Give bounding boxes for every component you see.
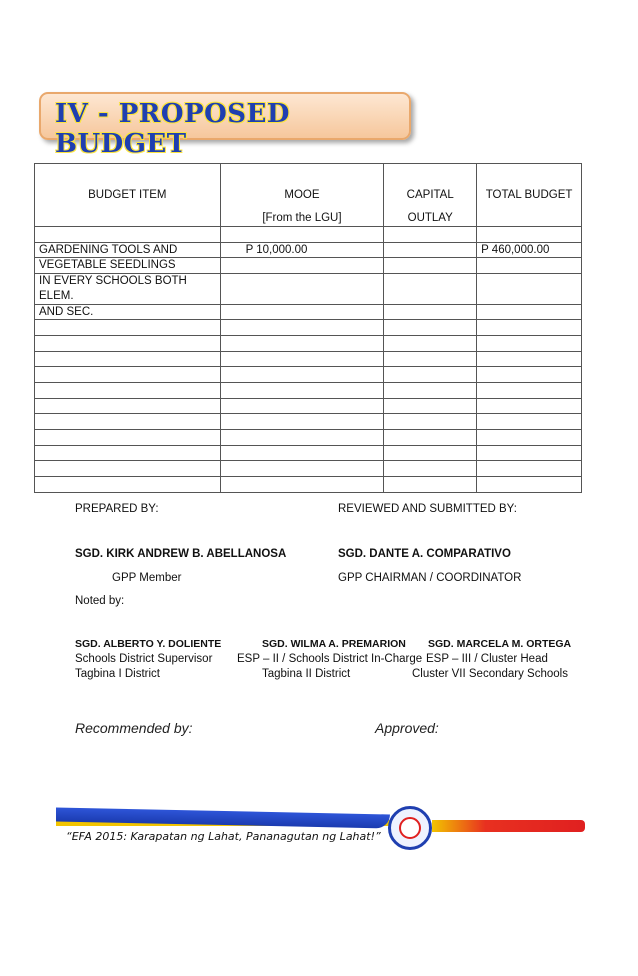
table-cell [477,335,582,351]
table-cell [477,274,582,304]
table-cell [477,304,582,320]
table-cell [477,320,582,336]
table-row [35,242,582,258]
table-cell [220,461,384,477]
noted-name-3: SGD. MARCELA M. ORTEGA [428,638,572,650]
preparer-role: GPP Member [112,572,182,584]
table-cell [220,304,384,320]
budget-table [34,163,582,493]
table-row [35,477,582,493]
preparer-name: SGD. KIRK ANDREW B. ABELLANOSA [75,548,287,560]
column-header [384,164,477,227]
table-cell: P 460,000.00 [477,242,582,258]
column-header [220,164,384,227]
prepared-label: PREPARED BY: [75,503,159,515]
table-cell [35,367,221,383]
column-header-label: MOOE [284,189,320,201]
table-cell [384,320,477,336]
table-cell [477,445,582,461]
table-cell [220,430,384,446]
table-cell [477,477,582,493]
column-header-label: BUDGET ITEM [88,189,167,201]
table-cell [384,367,477,383]
table-cell [384,398,477,414]
table-row [35,351,582,367]
table-cell [384,335,477,351]
table-cell: IN EVERY SCHOOLS BOTH ELEM. [35,274,221,304]
table-row [35,398,582,414]
table-row [35,445,582,461]
table-row [35,367,582,383]
table-cell [477,258,582,274]
column-header-sublabel: [From the LGU] [262,211,342,224]
table-cell: VEGETABLE SEEDLINGS [35,258,221,274]
table-cell [384,382,477,398]
table-cell [384,258,477,274]
table-cell: AND SEC. [35,304,221,320]
column-header [477,164,582,227]
table-cell [384,430,477,446]
seal-emblem-icon [399,817,421,839]
table-row [35,382,582,398]
column-header-label: TOTAL BUDGET [485,189,573,201]
section-title: IV - PROPOSED BUDGET [55,99,290,159]
table-cell [477,398,582,414]
noted-role-1: Schools District Supervisor [75,653,213,665]
table-cell: GARDENING TOOLS AND [35,242,221,258]
noted-office-3: Cluster VII Secondary Schools [412,668,568,680]
table-row [35,320,582,336]
table-cell [35,227,221,243]
table-cell [220,227,384,243]
table-cell [384,414,477,430]
table-row [35,461,582,477]
table-cell [477,414,582,430]
section-title-banner [39,92,411,159]
table-cell [220,414,384,430]
table-cell [220,445,384,461]
reviewer-name: SGD. DANTE A. COMPARATIVO [338,548,511,560]
table-cell: P 10,000.00 [220,242,384,258]
table-cell [384,445,477,461]
column-header-sublabel: OUTLAY [407,211,453,224]
table-row [35,335,582,351]
table-cell [384,351,477,367]
table-cell [384,461,477,477]
table-cell [35,382,221,398]
table-cell [477,351,582,367]
noted-name-2: SGD. WILMA A. PREMARION [262,638,406,650]
table-cell [220,320,384,336]
table-cell [35,335,221,351]
reviewer-role: GPP CHAIRMAN / COORDINATOR [338,572,522,584]
table-cell [220,335,384,351]
table-cell [35,477,221,493]
table-cell [35,461,221,477]
noted-office-1: Tagbina I District [75,668,161,680]
table-cell [384,227,477,243]
table-row [35,304,582,320]
table-cell [477,367,582,383]
table-cell [477,227,582,243]
footer-motto: “EFA 2015: Karapatan ng Lahat, Pananagutan ng Lahat!” [66,830,381,843]
table-cell [477,461,582,477]
table-cell [220,367,384,383]
column-header-label: CAPITAL [406,189,454,201]
table-cell [220,477,384,493]
footer-stripe-red [432,820,585,832]
table-cell [220,382,384,398]
column-header [35,164,221,227]
table-cell [220,398,384,414]
table-row [35,227,582,243]
table-cell [35,351,221,367]
table-row [35,258,582,274]
table-row [35,274,582,304]
approved-label: Approved: [375,720,439,736]
recommended-label: Recommended by: [75,720,193,736]
table-cell [384,274,477,304]
table-cell [35,430,221,446]
table-cell [35,320,221,336]
table-cell [477,382,582,398]
table-cell [220,274,384,304]
table-cell [35,445,221,461]
table-row [35,430,582,446]
noted-office-2: Tagbina II District [262,668,351,680]
noted-label: Noted by: [75,595,125,607]
table-cell [35,414,221,430]
noted-role-3: ESP – III / Cluster Head [426,653,548,665]
table-cell [35,398,221,414]
table-cell [220,351,384,367]
reviewed-label: REVIEWED AND SUBMITTED BY: [338,503,517,515]
school-seal-icon [388,806,432,850]
noted-name-1: SGD. ALBERTO Y. DOLIENTE [75,638,222,650]
table-cell [384,304,477,320]
table-cell [384,477,477,493]
table-row [35,414,582,430]
table-header-row [35,164,582,227]
table-cell [220,258,384,274]
noted-role-2: ESP – II / Schools District In-Charge [237,653,423,665]
table-cell [477,430,582,446]
table-cell [384,242,477,258]
